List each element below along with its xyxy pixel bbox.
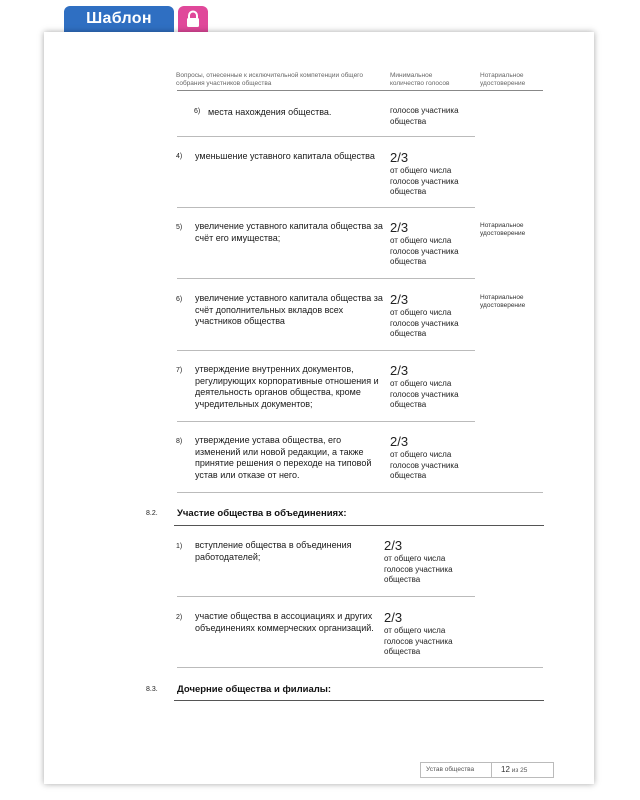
row-divider bbox=[177, 421, 475, 422]
row-number: 2) bbox=[176, 614, 183, 621]
row-fraction: 2/3 bbox=[390, 434, 409, 449]
row-number: 5) bbox=[176, 224, 183, 231]
row-notary: Нотариальное удостоверение bbox=[480, 294, 526, 309]
row-divider bbox=[177, 350, 475, 351]
row-number: 6) bbox=[176, 296, 183, 303]
row-divider bbox=[177, 278, 475, 279]
page-current: 12 bbox=[501, 765, 510, 774]
section-title: Дочерние общества и филиалы: bbox=[177, 684, 332, 695]
column-header-notary: Нотариальное удостоверение bbox=[480, 72, 526, 87]
row-votes: от общего числа голосов участника общества bbox=[390, 166, 459, 196]
column-header-questions: Вопросы, отнесенные к исключительной компетенции общего собрания участников общества bbox=[176, 72, 364, 87]
row-question: вступление общества в объединения работодателей; bbox=[195, 540, 352, 562]
row-divider bbox=[177, 136, 475, 137]
section-divider bbox=[174, 525, 544, 526]
page-number bbox=[501, 765, 527, 774]
row-divider bbox=[177, 207, 475, 208]
section-divider bbox=[174, 700, 544, 701]
row-question: участие общества в ассоциациях и других объединениях коммерческих организаций. bbox=[195, 611, 374, 633]
row-votes: от общего числа голосов участника общества bbox=[390, 379, 459, 409]
row-question: места нахождения общества. bbox=[208, 107, 332, 117]
document-page bbox=[44, 32, 594, 784]
row-question: утверждение устава общества, его изменений или новой редакции, а также принятие решения о переходе на типовой устав или отказе от него. bbox=[195, 435, 372, 480]
row-votes: от общего числа голосов участника общества bbox=[384, 626, 453, 656]
row-fraction: 2/3 bbox=[384, 610, 403, 625]
row-number: 8) bbox=[176, 438, 183, 445]
row-number: 6) bbox=[194, 108, 201, 115]
section-number: 8.3. bbox=[146, 686, 158, 693]
row-votes: от общего числа голосов участника общества bbox=[384, 554, 453, 584]
row-fraction: 2/3 bbox=[390, 220, 409, 235]
header-divider bbox=[177, 90, 543, 91]
row-fraction: 2/3 bbox=[390, 363, 409, 378]
row-question: утверждение внутренних документов, регулирующих корпоративные отношения и деятельность органов общества, кроме учредительных документов; bbox=[195, 364, 379, 409]
footer-doc-name: Устав общества bbox=[426, 766, 475, 773]
row-number: 4) bbox=[176, 153, 183, 160]
lock-icon bbox=[185, 10, 201, 28]
row-votes: от общего числа голосов участника общества bbox=[390, 450, 459, 480]
page-of: из 25 bbox=[511, 767, 528, 774]
row-divider bbox=[177, 596, 475, 597]
row-question: увеличение уставного капитала общества за счёт его имущества; bbox=[195, 221, 383, 243]
row-divider bbox=[177, 492, 543, 493]
section-title: Участие общества в объединениях: bbox=[177, 508, 347, 519]
row-votes: от общего числа голосов участника общества bbox=[390, 236, 459, 266]
row-notary: Нотариальное удостоверение bbox=[480, 222, 526, 237]
page-footer bbox=[420, 762, 554, 778]
row-fraction: 2/3 bbox=[390, 292, 409, 307]
row-votes: голосов участника общества bbox=[390, 106, 459, 126]
column-header-votes: Минимальное количество голосов bbox=[390, 72, 450, 87]
row-question: увеличение уставного капитала общества за счёт дополнительных вкладов всех участников общества bbox=[195, 293, 383, 326]
row-number: 1) bbox=[176, 543, 183, 550]
row-votes: от общего числа голосов участника общества bbox=[390, 308, 459, 338]
row-fraction: 2/3 bbox=[390, 150, 409, 165]
row-number: 7) bbox=[176, 367, 183, 374]
section-number: 8.2. bbox=[146, 510, 158, 517]
row-divider bbox=[177, 667, 543, 668]
lock-tab[interactable] bbox=[178, 6, 208, 32]
template-tab[interactable]: Шаблон bbox=[64, 6, 174, 32]
row-fraction: 2/3 bbox=[384, 538, 403, 553]
footer-divider bbox=[491, 763, 492, 777]
row-question: уменьшение уставного капитала общества bbox=[195, 151, 375, 161]
